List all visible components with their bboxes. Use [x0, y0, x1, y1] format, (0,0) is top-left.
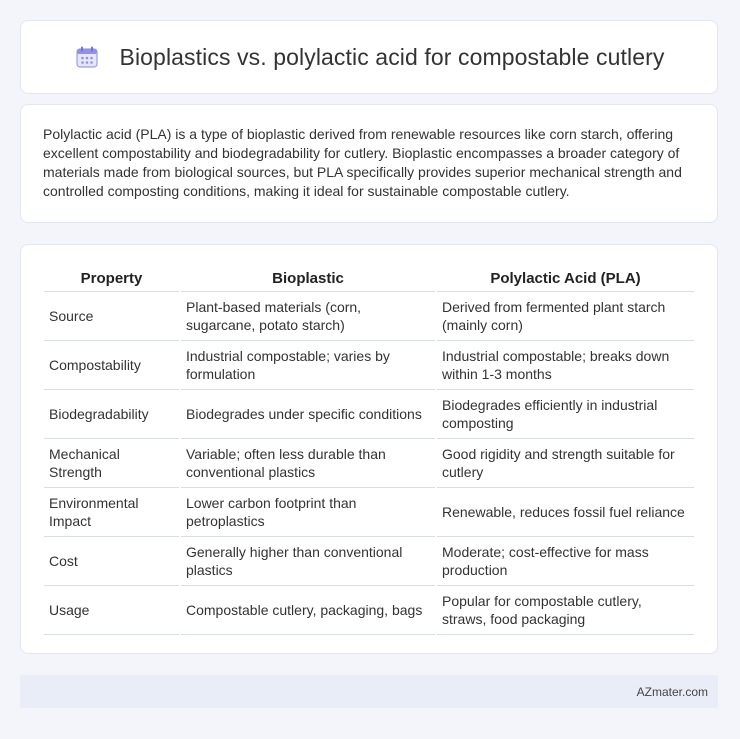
table-row — [44, 537, 694, 586]
row-bioplastic: Compostable cutlery, packaging, bags — [181, 586, 435, 635]
row-property: Mechanical Strength — [44, 439, 179, 488]
header-bioplastic: Bioplastic — [181, 265, 435, 292]
page-title: Bioplastics vs. polylactic acid for compostable cutlery — [119, 43, 665, 70]
header-pla: Polylactic Acid (PLA) — [437, 265, 694, 292]
table-row — [44, 341, 694, 390]
header-property: Property — [44, 265, 179, 292]
table-row — [44, 292, 694, 341]
footer-bar — [20, 675, 718, 708]
row-bioplastic: Generally higher than conventional plastics — [181, 537, 435, 586]
row-property: Biodegradability — [44, 390, 179, 439]
row-bioplastic: Industrial compostable; varies by formulation — [181, 341, 435, 390]
row-pla: Industrial compostable; breaks down within 1-3 months — [437, 341, 694, 390]
table-header-row — [44, 265, 694, 292]
table-row — [44, 488, 694, 537]
row-pla: Biodegrades efficiently in industrial composting — [437, 390, 694, 439]
table-row — [44, 586, 694, 635]
row-bioplastic: Lower carbon footprint than petroplastics — [181, 488, 435, 537]
row-property: Cost — [44, 537, 179, 586]
row-property: Compostability — [44, 341, 179, 390]
intro-card — [20, 104, 718, 223]
row-property: Usage — [44, 586, 179, 635]
table-row — [44, 390, 694, 439]
row-bioplastic: Variable; often less durable than conventional plastics — [181, 439, 435, 488]
footer-brand: AZmater.com — [636, 684, 708, 699]
row-pla: Derived from fermented plant starch (mainly corn) — [437, 292, 694, 341]
table-row — [44, 439, 694, 488]
row-pla: Good rigidity and strength suitable for cutlery — [437, 439, 694, 488]
calendar-icon — [74, 44, 100, 70]
row-property: Source — [44, 292, 179, 341]
row-bioplastic: Biodegrades under specific conditions — [181, 390, 435, 439]
title-card — [20, 20, 718, 94]
row-pla: Popular for compostable cutlery, straws, food packaging — [437, 586, 694, 635]
row-pla: Moderate; cost-effective for mass production — [437, 537, 694, 586]
row-pla: Renewable, reduces fossil fuel reliance — [437, 488, 694, 537]
intro-paragraph: Polylactic acid (PLA) is a type of bioplastic derived from renewable resources like corn starch, offering excellent compostability and biodegradability for cutlery. Bioplastic encompasses a broader category of materials made from biological sources, but PLA specifically provides superior mechanical strength and controlled composting conditions, making it ideal for sustainable compostable cutlery. — [43, 126, 682, 199]
row-property: Environmental Impact — [44, 488, 179, 537]
comparison-card — [20, 244, 718, 654]
comparison-table — [42, 265, 696, 635]
row-bioplastic: Plant-based materials (corn, sugarcane, potato starch) — [181, 292, 435, 341]
